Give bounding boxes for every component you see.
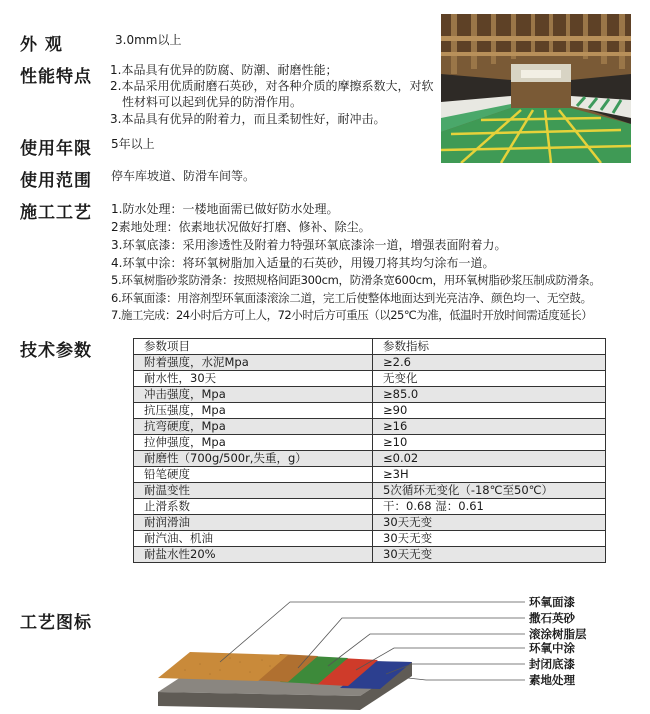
table-cell: ≥10	[373, 435, 606, 451]
table-cell: ≥2.6	[373, 355, 606, 371]
table-row	[134, 467, 606, 483]
scope-value: 停车库坡道、防滑车间等。	[111, 169, 256, 183]
appearance-heading: 外 观	[20, 35, 63, 55]
table-cell: 5次循环无变化（-18℃至50℃）	[373, 483, 606, 499]
table-cell: 耐汽油、机油	[134, 531, 373, 547]
table-cell: 耐润滑油	[134, 515, 373, 531]
table-cell: 冲击强度，Mpa	[134, 387, 373, 403]
appearance-value: 3.0mm以上	[115, 33, 182, 47]
process-heading: 施工工艺	[20, 203, 92, 223]
table-row	[134, 483, 606, 499]
table-row	[134, 403, 606, 419]
layer-label: 撒石英砂	[529, 611, 575, 625]
table-cell: 附着强度，水泥Mpa	[134, 355, 373, 371]
layer-label: 环氧中涂	[529, 641, 575, 655]
table-row	[134, 547, 606, 563]
table-cell: 止滑系数	[134, 499, 373, 515]
process-step: 6.环氧面漆：用溶剂型环氧面漆滚涂二道，完工后使整体地面达到光亮洁净、颜色均一、无空鼓。	[111, 291, 592, 305]
feature-line: 3.本品具有优异的附着力，而且柔韧性好，耐冲击。	[110, 112, 386, 126]
feature-line: 2.本品采用优质耐磨石英砂，对各种介质的摩擦系数大，对软	[110, 79, 434, 93]
diagram-heading: 工艺图标	[20, 613, 92, 633]
table-header-row	[134, 339, 606, 355]
feature-line: 性材料可以起到优异的防滑作用。	[122, 95, 303, 109]
table-row	[134, 355, 606, 371]
tech-heading: 技术参数	[20, 341, 92, 361]
process-step: 7.施工完成：24小时后方可上人，72小时后方可重压（以25℃为准，低温时开放时间需适度延长）	[111, 308, 593, 322]
table-row	[134, 371, 606, 387]
table-cell: 耐温变性	[134, 483, 373, 499]
layer-label: 滚涂树脂层	[529, 627, 587, 641]
lifespan-value: 5年以上	[111, 137, 155, 151]
process-step: 1.防水处理：一楼地面需已做好防水处理。	[111, 202, 339, 216]
table-cell: 干：0.68 湿：0.61	[373, 499, 606, 515]
table-cell: 抗弯硬度，Mpa	[134, 419, 373, 435]
table-row	[134, 387, 606, 403]
table-row	[134, 515, 606, 531]
layer-label: 封闭底漆	[529, 657, 575, 671]
table-cell: 耐盐水性20%	[134, 547, 373, 563]
table-cell: 30天无变	[373, 531, 606, 547]
table-cell: 无变化	[373, 371, 606, 387]
scope-heading: 使用范围	[20, 171, 92, 191]
layer-label: 环氧面漆	[529, 595, 575, 609]
layer-label: 素地处理	[529, 673, 575, 687]
feature-line: 1.本品具有优异的防腐、防潮、耐磨性能；	[110, 63, 338, 77]
table-cell: 耐磨性（700g/500r,失重，g）	[134, 451, 373, 467]
table-cell: ≥3H	[373, 467, 606, 483]
table-cell: 拉伸强度，Mpa	[134, 435, 373, 451]
table-cell: ≤0.02	[373, 451, 606, 467]
layer-diagram	[150, 592, 525, 714]
table-cell: ≥90	[373, 403, 606, 419]
table-cell: 30天无变	[373, 547, 606, 563]
process-step: 2素地处理：依素地状况做好打磨、修补、除尘。	[111, 220, 371, 234]
lifespan-heading: 使用年限	[20, 139, 92, 159]
table-cell: 30天无变	[373, 515, 606, 531]
process-step: 3.环氧底漆：采用渗透性及附着力特强环氧底漆涂一道，增强表面附着力。	[111, 238, 507, 252]
table-row	[134, 451, 606, 467]
process-step: 5.环氧树脂砂浆防滑条：按照规格间距300cm，防滑条宽600cm，用环氧树脂砂浆压制成防滑条。	[111, 273, 601, 287]
table-header-cell: 参数项目	[134, 339, 373, 355]
parking-ramp-illustration	[441, 14, 631, 163]
table-row	[134, 499, 606, 515]
table-cell: 抗压强度，Mpa	[134, 403, 373, 419]
table-header-cell: 参数指标	[373, 339, 606, 355]
spec-table	[133, 338, 606, 563]
features-heading: 性能特点	[20, 67, 92, 87]
table-cell: 铅笔硬度	[134, 467, 373, 483]
table-row	[134, 419, 606, 435]
table-cell: ≥16	[373, 419, 606, 435]
table-row	[134, 531, 606, 547]
process-step: 4.环氧中涂：将环氧树脂加入适量的石英砂，用镘刀将其均匀涂布一道。	[111, 256, 495, 270]
parking-ramp-photo	[441, 14, 631, 163]
table-cell: ≥85.0	[373, 387, 606, 403]
table-cell: 耐水性，30天	[134, 371, 373, 387]
table-row	[134, 435, 606, 451]
